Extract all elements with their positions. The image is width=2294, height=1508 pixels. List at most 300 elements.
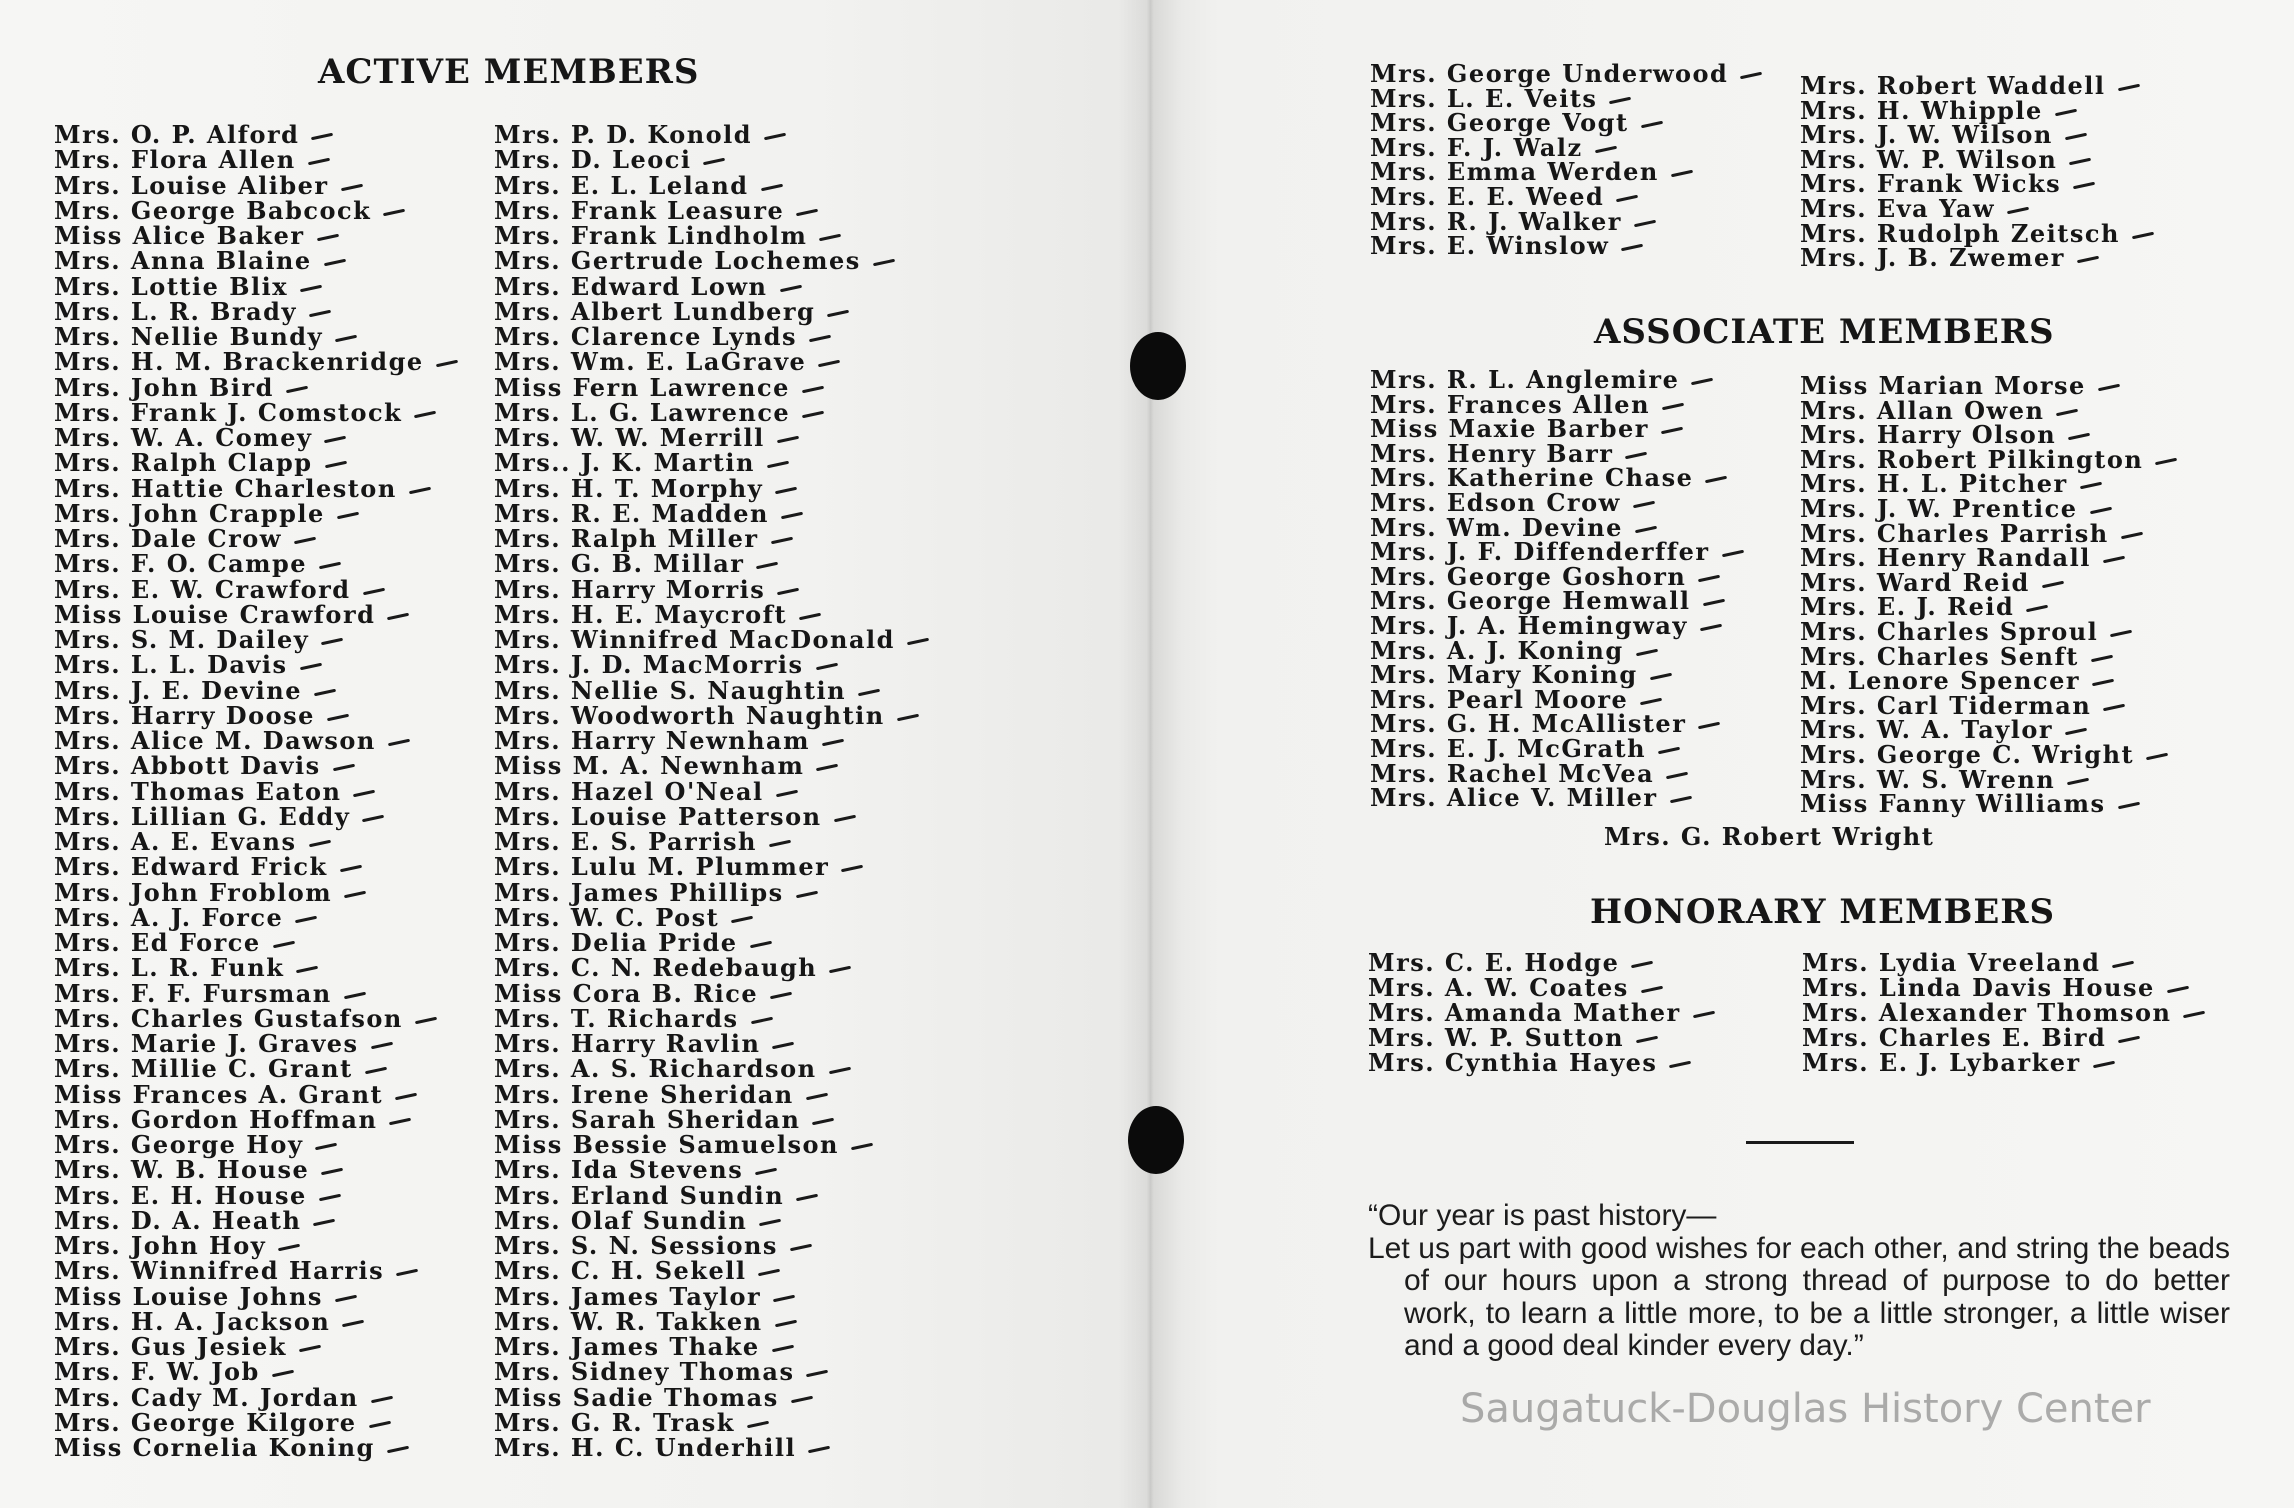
member-name: Miss Louise Crawford — [54, 602, 458, 627]
check-mark-icon — [815, 663, 837, 671]
member-name: Mrs. Anna Blaine — [54, 248, 458, 273]
member-name: Mrs. G. B. Millar — [494, 551, 929, 576]
check-mark-icon — [755, 1168, 777, 1176]
member-name: Miss Bessie Samuelson — [494, 1132, 929, 1157]
check-mark-icon — [296, 966, 318, 974]
check-mark-icon — [812, 1117, 834, 1125]
check-mark-icon — [2080, 482, 2102, 490]
check-mark-icon — [1693, 1011, 1715, 1019]
check-mark-icon — [1671, 170, 1693, 178]
check-mark-icon — [335, 335, 357, 343]
member-name: Mrs. S. M. Dailey — [54, 627, 458, 652]
member-name: Mrs. George C. Wright — [1800, 743, 2177, 768]
associate-members-heading: ASSOCIATE MEMBERS — [1594, 312, 2055, 352]
member-name: Mrs. Robert Pilkington — [1800, 448, 2177, 473]
member-name: Mrs. Millie C. Grant — [54, 1056, 458, 1081]
check-mark-icon — [851, 1143, 873, 1151]
member-name: Mrs. Harry Ravlin — [494, 1031, 929, 1056]
member-name: Mrs. H. C. Underhill — [494, 1435, 929, 1460]
check-mark-icon — [1691, 378, 1713, 386]
member-name: Mrs. Nellie S. Naughtin — [494, 678, 929, 703]
check-mark-icon — [365, 1067, 387, 1075]
check-mark-icon — [773, 1294, 795, 1302]
member-name: Mrs. W. B. House — [54, 1157, 458, 1182]
member-name: Mrs. J. B. Zwemer — [1800, 246, 2154, 271]
member-name: Mrs. H. E. Maycroft — [494, 602, 929, 627]
check-mark-icon — [1650, 673, 1672, 681]
check-mark-icon — [2110, 630, 2132, 638]
member-name: Mrs. L. E. Veits — [1370, 87, 1762, 112]
check-mark-icon — [414, 410, 436, 418]
member-name: Mrs. W. A. Comey — [54, 425, 458, 450]
member-name: Mrs. Olaf Sundin — [494, 1208, 929, 1233]
member-name: Mrs. H. Whipple — [1800, 99, 2154, 124]
member-name: Mrs. C. E. Hodge — [1368, 950, 1715, 975]
member-name: Mrs. L. L. Davis — [54, 652, 458, 677]
check-mark-icon — [299, 663, 321, 671]
check-mark-icon — [796, 1193, 818, 1201]
member-name: Miss Fanny Williams — [1800, 792, 2177, 817]
check-mark-icon — [363, 587, 385, 595]
check-mark-icon — [2089, 507, 2111, 515]
member-name: Mrs. H. T. Morphy — [494, 476, 929, 501]
member-name: Mrs. Charles E. Bird — [1802, 1025, 2205, 1050]
member-name: Mrs. L. G. Lawrence — [494, 400, 929, 425]
check-mark-icon — [1634, 219, 1656, 227]
check-mark-icon — [796, 890, 818, 898]
check-mark-icon — [1631, 961, 1653, 969]
check-mark-icon — [1666, 771, 1688, 779]
member-name: Mrs. Hattie Charleston — [54, 476, 458, 501]
member-name: Mrs. W. P. Wilson — [1800, 148, 2154, 173]
member-name: Mrs. L. R. Funk — [54, 955, 458, 980]
check-mark-icon — [907, 638, 929, 646]
check-mark-icon — [436, 360, 458, 368]
member-name: M. Lenore Spencer — [1800, 669, 2177, 694]
member-name: Mrs. Sidney Thomas — [494, 1359, 929, 1384]
check-mark-icon — [1658, 747, 1680, 755]
member-name: Mrs. Lydia Vreeland — [1802, 950, 2205, 975]
check-mark-icon — [2026, 605, 2048, 613]
member-name: Mrs. John Froblom — [54, 880, 458, 905]
member-name: Mrs. Harry Newnham — [494, 728, 929, 753]
check-mark-icon — [2117, 802, 2139, 810]
check-mark-icon — [809, 335, 831, 343]
check-mark-icon — [327, 713, 349, 721]
member-name: Mrs. Ed Force — [54, 930, 458, 955]
check-mark-icon — [2098, 384, 2120, 392]
member-name: Mrs. C. N. Redebaugh — [494, 955, 929, 980]
honorary-members-heading: HONORARY MEMBERS — [1590, 892, 2056, 932]
member-name: Mrs. G. H. McAllister — [1370, 712, 1744, 737]
check-mark-icon — [1635, 525, 1657, 533]
member-name: Mrs. James Taylor — [494, 1284, 929, 1309]
member-name: Mrs. Ralph Clapp — [54, 450, 458, 475]
member-name: Mrs. Robert Waddell — [1800, 74, 2154, 99]
check-mark-icon — [300, 284, 322, 292]
check-mark-icon — [2068, 433, 2090, 441]
member-name: Mrs. Edson Crow — [1370, 491, 1744, 516]
check-mark-icon — [341, 183, 363, 191]
member-name: Mrs. Lillian G. Eddy — [54, 804, 458, 829]
check-mark-icon — [819, 234, 841, 242]
member-name: Mrs. S. N. Sessions — [494, 1233, 929, 1258]
member-name: Mrs. D. A. Heath — [54, 1208, 458, 1233]
check-mark-icon — [383, 208, 405, 216]
member-name: Mrs. George Hoy — [54, 1132, 458, 1157]
check-mark-icon — [2183, 1011, 2205, 1019]
check-mark-icon — [2056, 408, 2078, 416]
check-mark-icon — [311, 133, 333, 141]
member-name: Mrs. Albert Lundberg — [494, 299, 929, 324]
member-name: Mrs. F. J. Walz — [1370, 136, 1762, 161]
member-name: Mrs. E. E. Weed — [1370, 185, 1762, 210]
member-name: Mrs. Woodworth Naughtin — [494, 703, 929, 728]
center-fold — [1118, 0, 1182, 1508]
member-name: Mrs. Charles Parrish — [1800, 522, 2177, 547]
member-name: Mrs. James Phillips — [494, 880, 929, 905]
member-name: Mrs. F. O. Campe — [54, 551, 458, 576]
check-mark-icon — [1705, 476, 1727, 484]
check-mark-icon — [315, 1143, 337, 1151]
member-name: Miss Marian Morse — [1800, 374, 2177, 399]
check-mark-icon — [818, 360, 840, 368]
member-name: Mrs. Wm. E. LaGrave — [494, 349, 929, 374]
check-mark-icon — [286, 385, 308, 393]
check-mark-icon — [858, 688, 880, 696]
check-mark-icon — [396, 1269, 418, 1277]
check-mark-icon — [1609, 96, 1631, 104]
check-mark-icon — [767, 461, 789, 469]
check-mark-icon — [333, 764, 355, 772]
check-mark-icon — [2167, 986, 2189, 994]
watermark-text: Saugatuck-Douglas History Center — [1460, 1386, 2151, 1432]
check-mark-icon — [1669, 796, 1691, 804]
member-name: Mrs. George Underwood — [1370, 62, 1762, 87]
check-mark-icon — [764, 133, 786, 141]
check-mark-icon — [775, 1319, 797, 1327]
member-name: Mrs. Ida Stevens — [494, 1157, 929, 1182]
check-mark-icon — [2065, 728, 2087, 736]
check-mark-icon — [873, 259, 895, 267]
member-name: Mrs. Irene Sheridan — [494, 1082, 929, 1107]
check-mark-icon — [897, 713, 919, 721]
member-name: Mrs. Hazel O'Neal — [494, 779, 929, 804]
check-mark-icon — [337, 511, 359, 519]
member-name: Mrs. George Goshorn — [1370, 565, 1744, 590]
member-name: Mrs. F. W. Job — [54, 1359, 458, 1384]
check-mark-icon — [2069, 158, 2091, 166]
check-mark-icon — [806, 1092, 828, 1100]
check-mark-icon — [761, 183, 783, 191]
honorary-members-column-1 — [1368, 950, 1715, 1075]
check-mark-icon — [781, 511, 803, 519]
member-name: Mrs. Mary Koning — [1370, 663, 1744, 688]
member-name: Mrs. E. L. Leland — [494, 173, 929, 198]
member-name: Mrs. Winnifred MacDonald — [494, 627, 929, 652]
check-mark-icon — [319, 562, 341, 570]
check-mark-icon — [816, 764, 838, 772]
member-name: Mrs. Gus Jesiek — [54, 1334, 458, 1359]
member-name: Mrs.. J. K. Martin — [494, 450, 929, 475]
check-mark-icon — [1721, 550, 1743, 558]
check-mark-icon — [324, 461, 346, 469]
member-name: Mrs. J. D. MacMorris — [494, 652, 929, 677]
member-name: Mrs. Lottie Blix — [54, 274, 458, 299]
member-name: Mrs. Sarah Sheridan — [494, 1107, 929, 1132]
check-mark-icon — [278, 1244, 300, 1252]
member-name: Mrs. Dale Crow — [54, 526, 458, 551]
check-mark-icon — [344, 890, 366, 898]
member-name: Mrs. E. J. Lybarker — [1802, 1050, 2205, 1075]
member-name: Mrs. E. W. Crawford — [54, 577, 458, 602]
member-name: Mrs. Carl Tiderman — [1800, 694, 2177, 719]
member-name: Mrs. A. E. Evans — [54, 829, 458, 854]
member-name: Miss Frances A. Grant — [54, 1082, 458, 1107]
active-members-column-1 — [54, 122, 458, 1460]
check-mark-icon — [769, 840, 791, 848]
check-mark-icon — [295, 915, 317, 923]
check-mark-icon — [772, 1345, 794, 1353]
check-mark-icon — [1640, 121, 1662, 129]
check-mark-icon — [409, 486, 431, 494]
check-mark-icon — [1621, 244, 1643, 252]
check-mark-icon — [779, 284, 801, 292]
check-mark-icon — [749, 941, 771, 949]
check-mark-icon — [324, 436, 346, 444]
member-name: Mrs. Frances Allen — [1370, 393, 1744, 418]
check-mark-icon — [1595, 146, 1617, 154]
member-name: Mrs. Louise Aliber — [54, 173, 458, 198]
check-mark-icon — [1636, 1036, 1658, 1044]
check-mark-icon — [362, 814, 384, 822]
member-name: Mrs. W. W. Merrill — [494, 425, 929, 450]
active-members-heading: ACTIVE MEMBERS — [318, 52, 700, 92]
check-mark-icon — [2112, 961, 2134, 969]
member-name: Mrs. Thomas Eaton — [54, 779, 458, 804]
check-mark-icon — [2093, 1061, 2115, 1069]
check-mark-icon — [2055, 108, 2077, 116]
member-name: Mrs. Charles Sproul — [1800, 620, 2177, 645]
binding-hole-top — [1130, 332, 1186, 400]
check-mark-icon — [299, 1345, 321, 1353]
check-mark-icon — [802, 385, 824, 393]
member-name: Mrs. Charles Senft — [1800, 645, 2177, 670]
member-name: Miss M. A. Newnham — [494, 753, 929, 778]
member-name: Mrs. John Crapple — [54, 501, 458, 526]
member-name: Mrs. Delia Pride — [494, 930, 929, 955]
member-name: Mrs. Edward Lown — [494, 274, 929, 299]
member-name: Mrs. Wm. Devine — [1370, 516, 1744, 541]
member-name: Mrs. Pearl Moore — [1370, 688, 1744, 713]
check-mark-icon — [770, 991, 792, 999]
member-name: Mrs. E. Winslow — [1370, 234, 1762, 259]
active-members-column-4 — [1800, 71, 2154, 273]
check-mark-icon — [1640, 697, 1662, 705]
check-mark-icon — [2065, 133, 2087, 141]
quote-body: Let us part with good wishes for each other, and string the beads of our hours upon a strong thread of purpose to do better work, to learn a little more, to be a little stronger, a little wiser and a good deal kinder every day.” — [1368, 1231, 2230, 1362]
member-name: Mrs. P. D. Konold — [494, 122, 929, 147]
check-mark-icon — [2121, 531, 2143, 539]
member-name: Mrs. Henry Randall — [1800, 546, 2177, 571]
check-mark-icon — [319, 1193, 341, 1201]
member-name: Mrs. C. H. Sekell — [494, 1258, 929, 1283]
member-name: Mrs. Louise Patterson — [494, 804, 929, 829]
check-mark-icon — [389, 1117, 411, 1125]
honorary-members-column-2 — [1802, 950, 2205, 1075]
member-name: Mrs. Frank Leasure — [494, 198, 929, 223]
check-mark-icon — [841, 865, 863, 873]
member-name: Mrs. H. A. Jackson — [54, 1309, 458, 1334]
associate-members-column-2 — [1800, 371, 2177, 819]
check-mark-icon — [791, 1395, 813, 1403]
check-mark-icon — [777, 587, 799, 595]
member-name: Mrs. Allan Owen — [1800, 399, 2177, 424]
check-mark-icon — [2042, 580, 2064, 588]
associate-members-last-entry: Mrs. G. Robert Wright — [1604, 822, 1935, 851]
member-name: Miss Fern Lawrence — [494, 375, 929, 400]
member-name: Mrs. Edward Frick — [54, 854, 458, 879]
check-mark-icon — [342, 1319, 364, 1327]
check-mark-icon — [756, 562, 778, 570]
member-name: Mrs. O. P. Alford — [54, 122, 458, 147]
member-name: Miss Maxie Barber — [1370, 417, 1744, 442]
member-name: Mrs. W. A. Taylor — [1800, 718, 2177, 743]
member-name: Mrs. Ward Reid — [1800, 571, 2177, 596]
member-name: Mrs. J. A. Hemingway — [1370, 614, 1744, 639]
member-name: Miss Sadie Thomas — [494, 1385, 929, 1410]
check-mark-icon — [2103, 703, 2125, 711]
check-mark-icon — [827, 309, 849, 317]
check-mark-icon — [822, 739, 844, 747]
member-name: Mrs. Eva Yaw — [1800, 197, 2154, 222]
check-mark-icon — [808, 1446, 830, 1454]
check-mark-icon — [368, 1420, 390, 1428]
member-name: Mrs. H. L. Pitcher — [1800, 472, 2177, 497]
member-name: Mrs. F. F. Fursman — [54, 981, 458, 1006]
check-mark-icon — [2155, 458, 2177, 466]
check-mark-icon — [335, 1294, 357, 1302]
member-name: Mrs. L. R. Brady — [54, 299, 458, 324]
associate-members-column-1 — [1370, 365, 1744, 813]
check-mark-icon — [2118, 1036, 2140, 1044]
check-mark-icon — [777, 436, 799, 444]
quote-line-1: “Our year is past history— — [1368, 1199, 1717, 1232]
member-name: Mrs. E. H. House — [54, 1183, 458, 1208]
check-mark-icon — [309, 309, 331, 317]
member-name: Mrs. Gordon Hoffman — [54, 1107, 458, 1132]
closing-quote — [1368, 1200, 2230, 1363]
member-name: Mrs. Marie J. Graves — [54, 1031, 458, 1056]
check-mark-icon — [799, 612, 821, 620]
check-mark-icon — [1616, 195, 1638, 203]
check-mark-icon — [1669, 1061, 1691, 1069]
member-name: Mrs. R. E. Madden — [494, 501, 929, 526]
check-mark-icon — [313, 1218, 335, 1226]
check-mark-icon — [775, 486, 797, 494]
check-mark-icon — [833, 814, 855, 822]
member-name: Mrs. Amanda Mather — [1368, 1000, 1715, 1025]
member-name: Mrs. A. W. Coates — [1368, 975, 1715, 1000]
section-divider — [1746, 1141, 1854, 1144]
member-name: Mrs. Ralph Miller — [494, 526, 929, 551]
member-name: Mrs. George Vogt — [1370, 111, 1762, 136]
check-mark-icon — [2077, 256, 2099, 264]
member-name: Mrs. George Hemwall — [1370, 589, 1744, 614]
check-mark-icon — [314, 688, 336, 696]
member-name: Mrs. Henry Barr — [1370, 442, 1744, 467]
check-mark-icon — [829, 966, 851, 974]
member-name: Mrs. Alexander Thomson — [1802, 1000, 2205, 1025]
check-mark-icon — [1698, 574, 1720, 582]
member-name: Mrs. Harry Doose — [54, 703, 458, 728]
check-mark-icon — [2007, 207, 2029, 215]
member-name: Mrs. Harry Olson — [1800, 423, 2177, 448]
member-name: Mrs. J. W. Wilson — [1800, 123, 2154, 148]
check-mark-icon — [828, 1067, 850, 1075]
check-mark-icon — [1662, 402, 1684, 410]
member-name: Mrs. A. J. Force — [54, 905, 458, 930]
check-mark-icon — [731, 915, 753, 923]
member-name: Mrs. Linda Davis House — [1802, 975, 2205, 1000]
check-mark-icon — [1740, 72, 1762, 80]
member-name: Miss Cornelia Koning — [54, 1435, 458, 1460]
check-mark-icon — [772, 1042, 794, 1050]
member-name: Mrs. Cynthia Hayes — [1368, 1050, 1715, 1075]
member-name: Mrs. Frank J. Comstock — [54, 400, 458, 425]
member-name: Mrs. E. S. Parrish — [494, 829, 929, 854]
check-mark-icon — [321, 1168, 343, 1176]
member-name: Mrs. Frank Wicks — [1800, 172, 2154, 197]
check-mark-icon — [388, 739, 410, 747]
member-name: Mrs. J. W. Prentice — [1800, 497, 2177, 522]
member-name: Mrs. Flora Allen — [54, 147, 458, 172]
check-mark-icon — [1702, 599, 1724, 607]
member-name: Mrs. W. R. Takken — [494, 1309, 929, 1334]
member-name: Mrs. Cady M. Jordan — [54, 1385, 458, 1410]
member-name: Miss Cora B. Rice — [494, 981, 929, 1006]
check-mark-icon — [395, 1092, 417, 1100]
check-mark-icon — [2117, 84, 2139, 92]
member-name: Mrs. T. Richards — [494, 1006, 929, 1031]
member-name: Mrs. D. Leoci — [494, 147, 929, 172]
check-mark-icon — [308, 158, 330, 166]
member-name: Mrs. H. M. Brackenridge — [54, 349, 458, 374]
member-name: Mrs. W. S. Wrenn — [1800, 768, 2177, 793]
check-mark-icon — [2132, 231, 2154, 239]
check-mark-icon — [747, 1420, 769, 1428]
check-mark-icon — [703, 158, 725, 166]
check-mark-icon — [1636, 648, 1658, 656]
check-mark-icon — [324, 259, 346, 267]
member-name: Mrs. Alice M. Dawson — [54, 728, 458, 753]
member-name: Mrs. John Bird — [54, 375, 458, 400]
member-name: Mrs. Emma Werden — [1370, 160, 1762, 185]
member-name: Miss Louise Johns — [54, 1284, 458, 1309]
check-mark-icon — [2092, 679, 2114, 687]
member-name: Mrs. Clarence Lynds — [494, 324, 929, 349]
check-mark-icon — [2067, 777, 2089, 785]
check-mark-icon — [758, 1269, 780, 1277]
member-name: Mrs. Harry Morris — [494, 577, 929, 602]
member-name: Mrs. Nellie Bundy — [54, 324, 458, 349]
member-name: Mrs. E. J. Reid — [1800, 595, 2177, 620]
check-mark-icon — [1698, 722, 1720, 730]
check-mark-icon — [370, 1042, 392, 1050]
check-mark-icon — [353, 789, 375, 797]
check-mark-icon — [776, 789, 798, 797]
check-mark-icon — [344, 991, 366, 999]
